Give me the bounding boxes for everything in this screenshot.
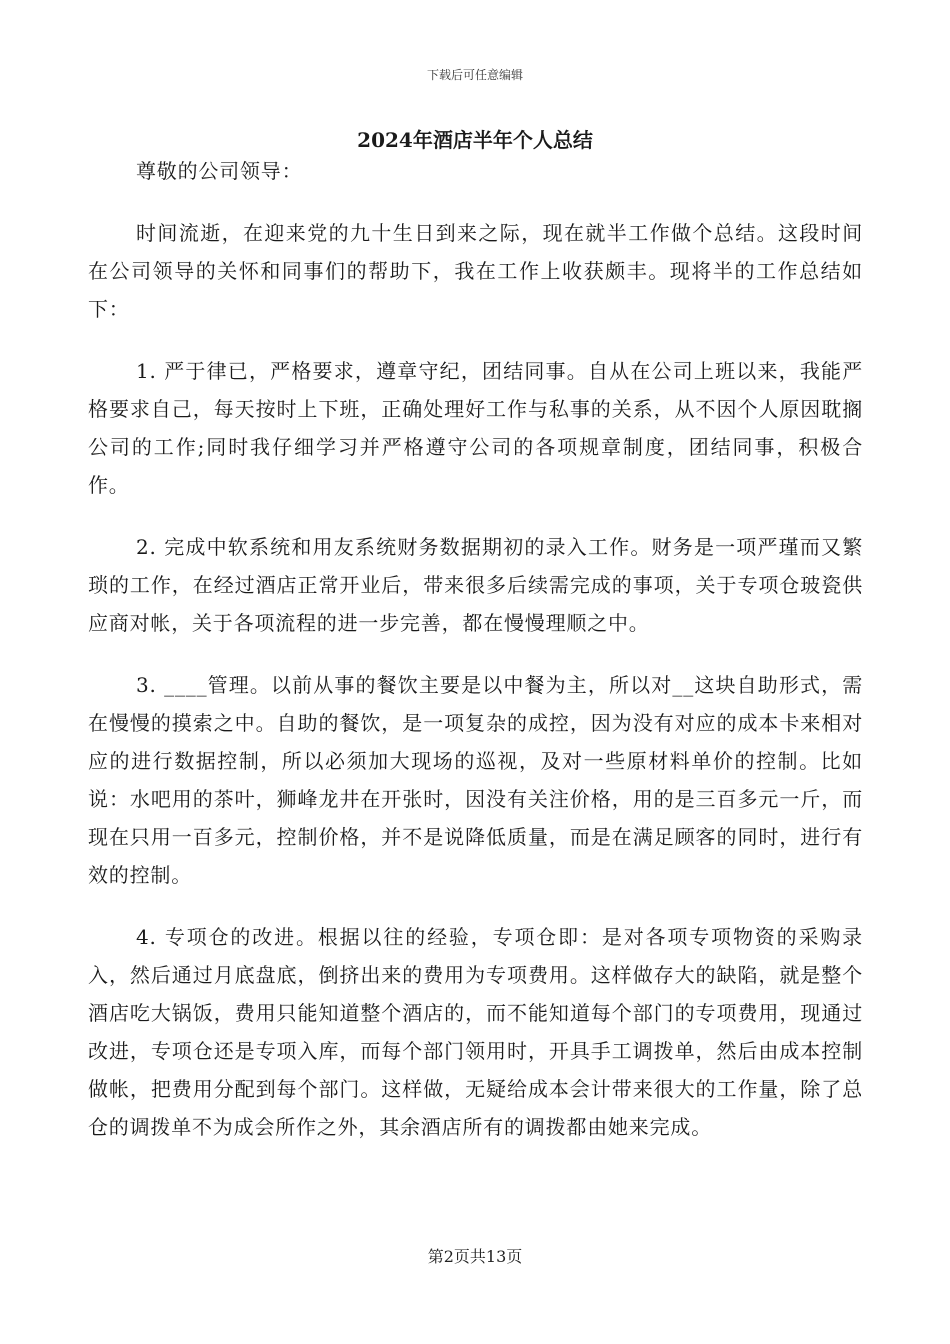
salutation: 尊敬的公司领导：	[136, 159, 303, 183]
paragraph-item-1: 1. 严于律已，严格要求，遵章守纪，团结同事。自从在公司上班以来，我能严格要求自己，每天按时上下班，正确处理好工作与私事的关系，从不因个人原因耽搁公司的工作;同时我仔细学习并严格遵守公司的各项规章制度，团结同事，积极合作。	[88, 359, 863, 497]
page-number: 第2页共13页	[427, 1247, 523, 1266]
paragraph-item-3: 3. ____管理。以前从事的餐饮主要是以中餐为主，所以对__这块自助形式，需在慢慢的摸索之中。自助的餐饮，是一项复杂的成控，因为没有对应的成本卡来相对应的进行数据控制，所以必须加大现场的巡视，及对一些原材料单价的控制。比如说：水吧用的茶叶，狮峰龙井在开张时，因没有关注价格，用的是三百多元一斤，而现在只用一百多元，控制价格，并不是说降低质量，而是在满足顾客的同时，进行有效的控制。	[88, 673, 863, 887]
document-title: 2024年酒店半年个人总结	[357, 128, 593, 152]
paragraph-intro: 时间流逝，在迎来党的九十生日到来之际，现在就半工作做个总结。这段时间在公司领导的关怀和同事们的帮助下，我在工作上收获颇丰。现将半的工作总结如下：	[88, 221, 863, 321]
paragraph-item-2: 2. 完成中软系统和用友系统财务数据期初的录入工作。财务是一项严瑾而又繁琐的工作，在经过酒店正常开业后，带来很多后续需完成的事项，关于专项仓玻瓷供应商对帐，关于各项流程的进一步完善，都在慢慢理顺之中。	[88, 535, 863, 635]
paragraph-item-4: 4. 专项仓的改进。根据以往的经验，专项仓即：是对各项专项物资的采购录入，然后通过月底盘底，倒挤出来的费用为专项费用。这样做存大的缺陷，就是整个酒店吃大锅饭，费用只能知道整个酒店的，而不能知道每个部门的专项费用，现通过改进，专项仓还是专项入库，而每个部门领用时，开具手工调拨单，然后由成本控制做帐，把费用分配到每个部门。这样做，无疑给成本会计带来很大的工作量，除了总仓的调拨单不为成会所作之外，其余酒店所有的调拨都由她来完成。	[88, 925, 863, 1139]
document-body	[88, 152, 863, 1170]
page-header-note: 下载后可任意编辑	[426, 68, 523, 82]
